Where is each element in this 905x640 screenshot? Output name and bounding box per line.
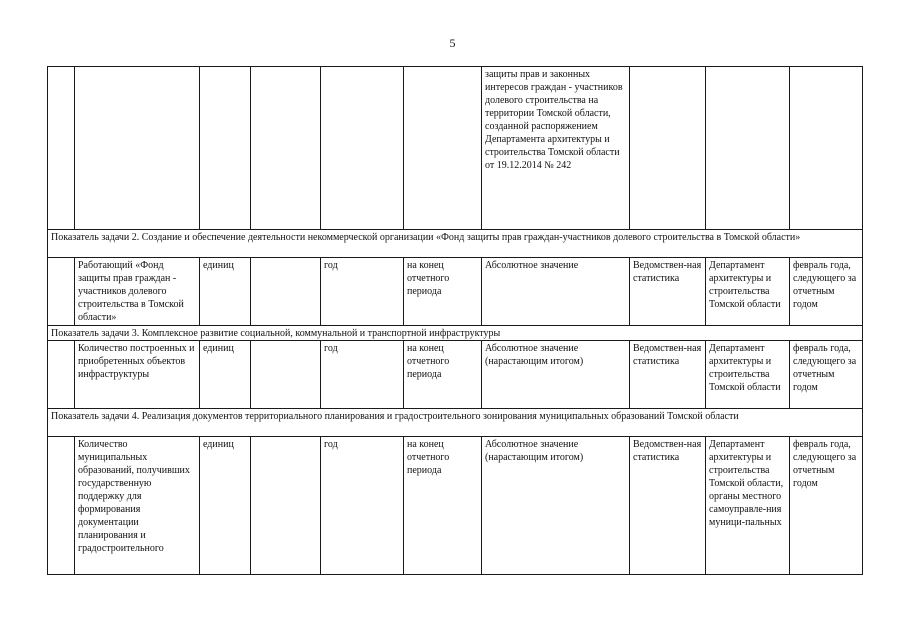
cell-name: Работающий «Фонд защиты прав граждан - участников долевого строительства в Томской области» xyxy=(75,258,200,326)
cell-name: Количество муниципальных образований, получивших государственную поддержку для формирования документации планирования и градостроительного xyxy=(75,437,200,575)
table-row xyxy=(48,437,863,575)
cell-spacer xyxy=(251,67,321,230)
section-heading: Показатель задачи 2. Создание и обеспечение деятельности некоммерческой организации «Фонд защиты прав граждан-участников долевого строительства в Томской области» xyxy=(48,230,863,258)
table-row xyxy=(48,341,863,409)
cell-unit xyxy=(200,67,251,230)
cell-unit: единиц xyxy=(200,258,251,326)
table-row-continuation xyxy=(48,67,863,230)
section-heading: Показатель задачи 4. Реализация документов территориального планирования и градостроительного зонирования муниципальных образований Томской области xyxy=(48,409,863,437)
cell-calculation: Абсолютное значение xyxy=(482,258,630,326)
cell-method xyxy=(630,67,706,230)
cell-calculation: Абсолютное значение (нарастающим итогом) xyxy=(482,341,630,409)
cell-time: на конец отчетного периода xyxy=(404,341,482,409)
section-heading-row xyxy=(48,230,863,258)
cell-method: Ведомствен-ная статистика xyxy=(630,437,706,575)
cell-deadline: февраль года, следующего за отчетным годом xyxy=(790,437,863,575)
cell-periodicity: год xyxy=(321,258,404,326)
cell-periodicity xyxy=(321,67,404,230)
cell-deadline: февраль года, следующего за отчетным годом xyxy=(790,341,863,409)
cell-method: Ведомствен-ная статистика xyxy=(630,341,706,409)
cell-source: защиты прав и законных интересов граждан - участников долевого строительства на территории Томской области, созданной распоряжением Департамента архитектуры и строительства Томской области от 19.12.2014 № 242 xyxy=(482,67,630,230)
cell-deadline: февраль года, следующего за отчетным годом xyxy=(790,258,863,326)
cell-unit: единиц xyxy=(200,437,251,575)
section-heading-row xyxy=(48,409,863,437)
cell-index xyxy=(48,67,75,230)
page-number: 5 xyxy=(449,36,456,50)
cell-method: Ведомствен-ная статистика xyxy=(630,258,706,326)
cell-responsible: Департамент архитектуры и строительства Томской области xyxy=(706,258,790,326)
cell-responsible: Департамент архитектуры и строительства Томской области, органы местного самоуправле-ния муници-пальных xyxy=(706,437,790,575)
section-heading: Показатель задачи 3. Комплексное развитие социальной, коммунальной и транспортной инфраструктуры xyxy=(48,326,863,341)
cell-spacer xyxy=(251,437,321,575)
cell-time xyxy=(404,67,482,230)
cell-responsible: Департамент архитектуры и строительства Томской области xyxy=(706,341,790,409)
cell-index xyxy=(48,341,75,409)
cell-periodicity: год xyxy=(321,437,404,575)
cell-index xyxy=(48,437,75,575)
table-row xyxy=(48,258,863,326)
section-heading-row xyxy=(48,326,863,341)
cell-spacer xyxy=(251,258,321,326)
cell-spacer xyxy=(251,341,321,409)
cell-time: на конец отчетного периода xyxy=(404,258,482,326)
indicators-table xyxy=(47,66,863,575)
cell-name xyxy=(75,67,200,230)
cell-index xyxy=(48,258,75,326)
cell-periodicity: год xyxy=(321,341,404,409)
cell-time: на конец отчетного периода xyxy=(404,437,482,575)
cell-calculation: Абсолютное значение (нарастающим итогом) xyxy=(482,437,630,575)
cell-name: Количество построенных и приобретенных объектов инфраструктуры xyxy=(75,341,200,409)
cell-responsible xyxy=(706,67,790,230)
cell-unit: единиц xyxy=(200,341,251,409)
cell-deadline xyxy=(790,67,863,230)
